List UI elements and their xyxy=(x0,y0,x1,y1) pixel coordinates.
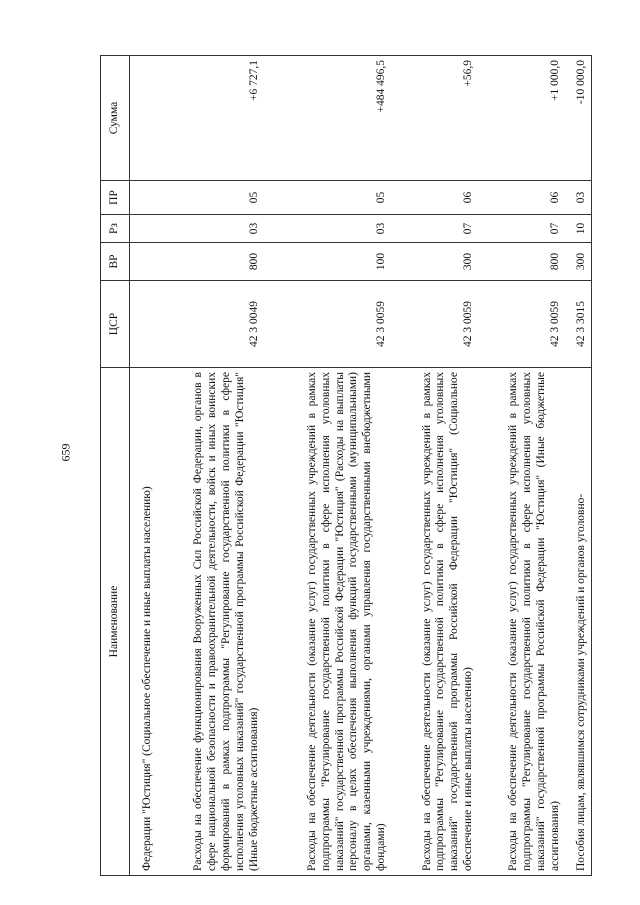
row-csr: 42 3 0059 xyxy=(391,281,478,368)
row-name: Расходы на обеспечение деятельности (оказание услуг) государственных учреждений в рамках подпрограммы "Регулирование государственной политики в сфере исполнения уголовных наказаний" государственной программы Российской Федерации "Юстиция" (Социальное обеспечение и иные выплаты населению) xyxy=(391,368,478,876)
row-vr: 800 xyxy=(478,243,565,281)
row-rz: 03 xyxy=(156,215,263,243)
row-rz: 03 xyxy=(263,215,390,243)
row-rz: 07 xyxy=(391,215,478,243)
table-row xyxy=(391,56,478,876)
row-csr: 42 3 3015 xyxy=(565,281,592,368)
row-name: Расходы на обеспечение функционирования Вооруженных Сил Российской Федерации, органов в сфере национальной безопасности и правоохранительной деятельности, войск и иных воинских формирований в рамках подпрограммы "Регулирование государственной политики в сфере исполнения уголовных наказаний" государственной программы Российской Федерации "Юстиция" (Иные бюджетные ассигнования) xyxy=(156,368,263,876)
header-vr: ВР xyxy=(101,243,130,281)
row-pr xyxy=(130,181,157,215)
header-rz: Рз xyxy=(101,215,130,243)
table-row xyxy=(565,56,592,876)
row-name: Пособия лицам, являвшимся сотрудниками учреждений и органов уголовно- xyxy=(565,368,592,876)
row-vr: 100 xyxy=(263,243,390,281)
table-header xyxy=(101,56,130,876)
row-sum: +6 727,1 xyxy=(156,56,263,181)
row-pr: 06 xyxy=(391,181,478,215)
table-row xyxy=(478,56,565,876)
row-name: Расходы на обеспечение деятельности (оказание услуг) государственных учреждений в рамках подпрограммы "Регулирование государственной политики в сфере исполнения уголовных наказаний" государственной программы Российской Федерации "Юстиция" (Расходы на выплаты персоналу в целях обеспечения выполнения функций государственными (муниципальными) органами, казенными учреждениями, органами управления государственными внебюджетными фондами) xyxy=(263,368,390,876)
budget-table xyxy=(100,55,592,876)
row-rz: 07 xyxy=(478,215,565,243)
row-vr: 300 xyxy=(565,243,592,281)
header-pr: ПР xyxy=(101,181,130,215)
row-rz: 10 xyxy=(565,215,592,243)
row-pr: 03 xyxy=(565,181,592,215)
header-csr: ЦСР xyxy=(101,281,130,368)
row-pr: 06 xyxy=(478,181,565,215)
header-name: Наименование xyxy=(101,368,130,876)
row-pr: 05 xyxy=(263,181,390,215)
row-csr: 42 3 0049 xyxy=(156,281,263,368)
page-number: 659 xyxy=(58,443,73,462)
table-row xyxy=(263,56,390,876)
row-sum: +56,9 xyxy=(391,56,478,181)
row-rz xyxy=(130,215,157,243)
row-csr xyxy=(130,281,157,368)
row-name: Федерации "Юстиция" (Социальное обеспечение и иные выплаты населению) xyxy=(130,368,157,876)
header-sum: Сумма xyxy=(101,56,130,181)
row-csr: 42 3 0059 xyxy=(478,281,565,368)
row-name: Расходы на обеспечение деятельности (оказание услуг) государственных учреждений в рамках подпрограммы "Регулирование государственной политики в сфере исполнения уголовных наказаний" государственной программы Российской Федерации "Юстиция" (Иные бюджетные ассигнования) xyxy=(478,368,565,876)
row-sum: +1 000,0 xyxy=(478,56,565,181)
table-row xyxy=(130,56,157,876)
row-vr: 300 xyxy=(391,243,478,281)
table-row xyxy=(156,56,263,876)
row-vr: 800 xyxy=(156,243,263,281)
row-pr: 05 xyxy=(156,181,263,215)
budget-table-rotated xyxy=(100,56,592,876)
row-csr: 42 3 0059 xyxy=(263,281,390,368)
row-vr xyxy=(130,243,157,281)
row-sum xyxy=(130,56,157,181)
row-sum: -10 000,0 xyxy=(565,56,592,181)
row-sum: +484 496,5 xyxy=(263,56,390,181)
